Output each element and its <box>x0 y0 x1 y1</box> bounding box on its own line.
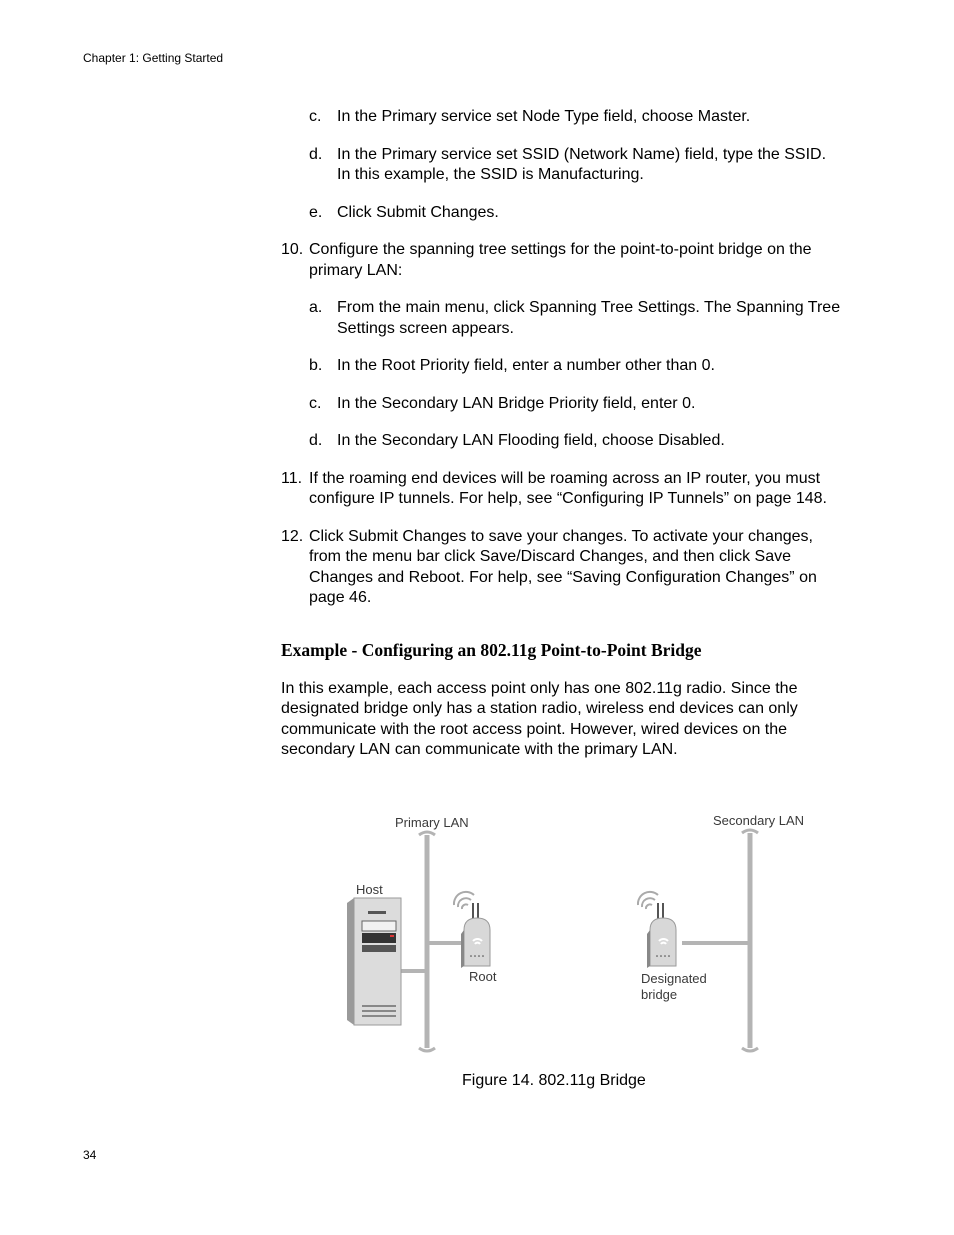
designated-bridge-label: Designated bridge <box>641 971 707 1002</box>
list-item: c. In the Primary service set Node Type field, choose Master. <box>309 108 751 125</box>
list-item: e. Click Submit Changes. <box>309 203 499 221</box>
secondary-lan-label: Secondary LAN <box>713 813 805 828</box>
primary-lan-bus-bottom-cap <box>419 1048 435 1051</box>
secondary-lan-bus-top-cap <box>742 830 758 833</box>
list-item: d. In the Secondary LAN Flooding field, choose Disabled. <box>309 432 725 449</box>
host-label: Host <box>356 882 383 897</box>
page-body <box>281 107 841 761</box>
primary-lan-bus-top-cap <box>419 832 435 835</box>
running-header: Chapter 1: Getting Started <box>83 51 224 65</box>
list-item: b. In the Root Priority field, enter a number other than 0. <box>309 357 715 374</box>
list-item: d. In the Primary service set SSID (Network Name) field, type the SSID. In this example, the SSID is Manufacturing. <box>309 145 827 183</box>
list-item: 12. Click Submit Changes to save your changes. To activate your changes, from the menu bar click Save/Discard Changes, and then click Save Changes and Reboot. For help, see “Saving Configuration Changes” on page 46. <box>281 527 817 606</box>
list-item: a. From the main menu, click Spanning Tree Settings. The Spanning Tree Settings screen appears. <box>309 299 841 337</box>
page-number: 34 <box>83 1148 97 1162</box>
section-heading: Example - Configuring an 802.11g Point-to-Point Bridge <box>281 639 702 660</box>
bridge-diagram-graphic <box>330 805 830 1055</box>
list-item: 11. If the roaming end devices will be roaming across an IP router, you must configure IP tunnels. For help, see “Configuring IP Tunnels” on page 148. <box>281 469 827 507</box>
list-item: c. In the Secondary LAN Bridge Priority field, enter 0. <box>309 394 696 412</box>
designated-bridge-access-point-icon <box>638 892 676 968</box>
root-label: Root <box>469 969 497 984</box>
bridge-diagram <box>330 805 830 1055</box>
secondary-lan-bus-bottom-cap <box>742 1048 758 1051</box>
list-item: 10. Configure the spanning tree settings for the point-to-point bridge on the primary LAN: <box>281 241 812 279</box>
root-access-point-icon <box>454 892 490 968</box>
host-server-icon <box>347 898 401 1025</box>
figure-caption: Figure 14. 802.11g Bridge <box>462 1072 646 1089</box>
section-paragraph: In this example, each access point only has one 802.11g radio. Since the designated bridge only has a station radio, wireless end devices can only communicate with the root access point. However, wired devices on the secondary LAN can communicate with the primary LAN. <box>281 679 798 758</box>
primary-lan-label: Primary LAN <box>395 815 469 830</box>
